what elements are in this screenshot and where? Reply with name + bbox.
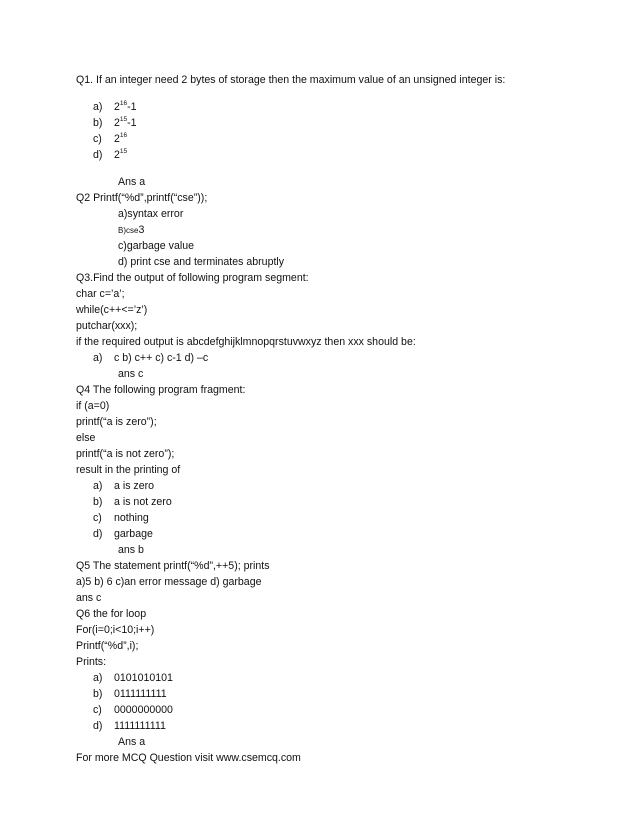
option-label: d) xyxy=(93,528,103,540)
option-label: a) xyxy=(93,672,103,684)
q6-code-line: Printf(“%d”,i); xyxy=(76,640,139,652)
q5-question: Q5 The statement printf(“%d”,++5); prints xyxy=(76,560,270,572)
footer-note: For more MCQ Question visit www.csemcq.com xyxy=(76,752,301,764)
q4-code-line: if (a=0) xyxy=(76,400,110,412)
option-text: c b) c++ c) c-1 d) –c xyxy=(114,352,209,364)
q5-options: a)5 b) 6 c)an error message d) garbage xyxy=(76,576,262,588)
option-label: c) xyxy=(93,704,102,716)
option-text: a is zero xyxy=(114,480,155,492)
option-text: 1111111111 xyxy=(114,720,166,732)
q4-code-line: result in the printing of xyxy=(76,464,181,476)
q3-answer: ans c xyxy=(118,368,144,380)
option-text: 0000000000 xyxy=(114,704,173,716)
q4-question: Q4 The following program fragment: xyxy=(76,384,246,396)
q6-code-line: Prints: xyxy=(76,656,107,668)
q2-option-d: d) print cse and terminates abruptly xyxy=(118,256,285,268)
option-text: $2^{16}$ xyxy=(114,132,128,145)
q3-question: Q3.Find the output of following program segment: xyxy=(76,272,309,284)
option-label: a) xyxy=(93,352,103,364)
option-label: b) xyxy=(93,688,103,700)
option-text: $2^{15}-1$ xyxy=(114,116,137,129)
q6-answer: Ans a xyxy=(118,736,146,748)
option-text: a is not zero xyxy=(114,496,172,508)
option-label: b) xyxy=(93,496,103,508)
q6-code-line: For(i=0;i<10;i++) xyxy=(76,624,155,636)
option-text: nothing xyxy=(114,512,149,524)
q4-code-line: else xyxy=(76,432,96,444)
option-label: a) xyxy=(93,101,103,113)
q4-answer: ans b xyxy=(118,544,144,556)
option-label: c) xyxy=(93,512,102,524)
q4-code-line: printf(“a is not zero”); xyxy=(76,448,175,460)
q3-prompt: if the required output is abcdefghijklmnopqrstuvwxyz then xxx should be: xyxy=(76,336,416,348)
q3-code-line: putchar(xxx); xyxy=(76,320,138,332)
option-label: d) xyxy=(93,149,103,161)
option-label: c) xyxy=(93,133,102,145)
option-label: d) xyxy=(93,720,103,732)
q2-option-b: B)cse3 xyxy=(118,224,145,236)
q2-option-c: c)garbage value xyxy=(118,240,194,252)
q1-question: Q1. If an integer need 2 bytes of storage then the maximum value of an unsigned integer is: xyxy=(76,74,506,86)
q3-code-line: while(c++<=’z’) xyxy=(76,304,148,316)
q2-question: Q2 Printf(“%d”,printf(“cse”)); xyxy=(76,192,208,204)
q6-question: Q6 the for loop xyxy=(76,608,147,620)
option-label: b) xyxy=(93,117,103,129)
option-text: 0111111111 xyxy=(114,688,167,700)
option-text: $2^{16}-1$ xyxy=(114,100,137,113)
q3-code-line: char c=’a’; xyxy=(76,288,125,300)
option-label: a) xyxy=(93,480,103,492)
option-text: $2^{15}$ xyxy=(114,148,128,161)
q2-option-a: a)syntax error xyxy=(118,208,184,220)
q1-answer: Ans a xyxy=(118,176,146,188)
option-text: garbage xyxy=(114,528,153,540)
q4-code-line: printf(“a is zero”); xyxy=(76,416,157,428)
option-text: 0101010101 xyxy=(114,672,173,684)
q5-answer: ans c xyxy=(76,592,102,604)
